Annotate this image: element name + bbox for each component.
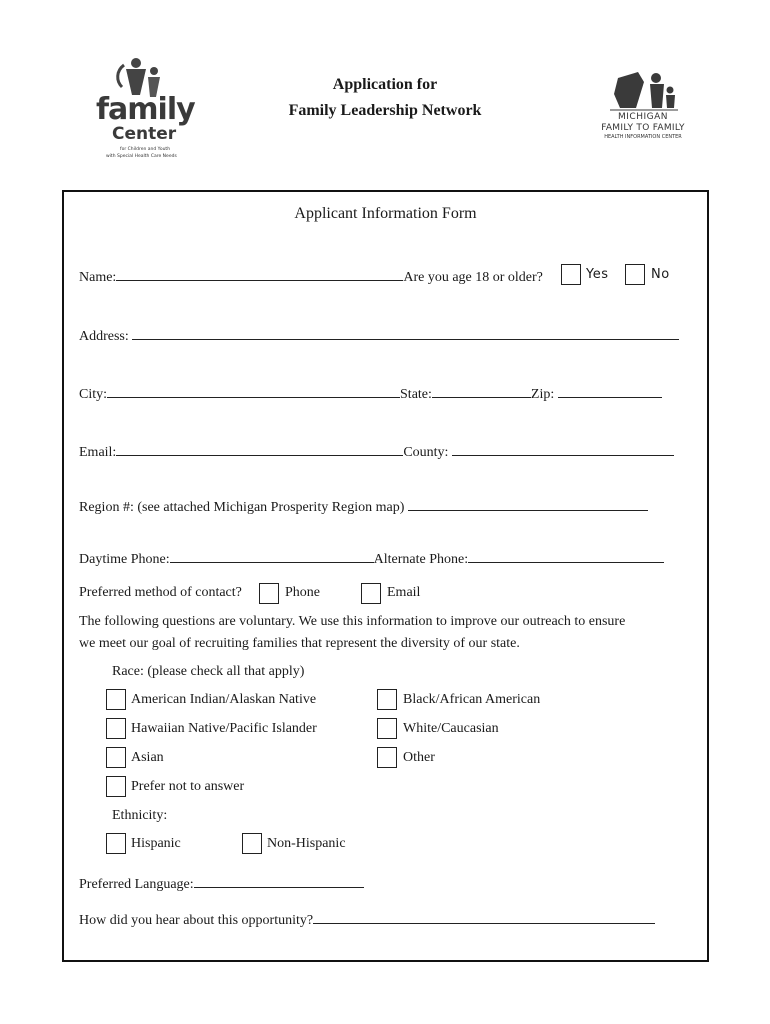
race-american-indian-label: American Indian/Alaskan Native bbox=[131, 692, 317, 707]
city-row bbox=[79, 383, 662, 403]
michigan-logo-line1: MICHIGAN bbox=[618, 112, 668, 122]
contact-phone-checkbox[interactable] bbox=[259, 583, 279, 604]
region-label: Region #: (see attached Michigan Prosperity Region map) bbox=[79, 500, 405, 515]
contact-label: Preferred method of contact? bbox=[79, 585, 242, 600]
alternate-phone-field[interactable] bbox=[468, 548, 664, 563]
application-title: Application for bbox=[332, 76, 438, 93]
family-center-tagline-1: for Children and Youth bbox=[120, 147, 171, 152]
hear-row bbox=[79, 909, 655, 929]
michigan-family-logo-icon bbox=[608, 68, 680, 112]
family-center-tagline-2: with Special Health Care Needs bbox=[106, 154, 177, 159]
age-question: Are you age 18 or older? bbox=[403, 270, 543, 285]
language-row bbox=[79, 873, 364, 893]
michigan-logo-line3: HEALTH INFORMATION CENTER bbox=[604, 134, 682, 140]
age-no-label: No bbox=[651, 267, 670, 282]
ethnicity-non-hispanic-checkbox[interactable] bbox=[242, 833, 262, 854]
race-other-checkbox[interactable] bbox=[377, 747, 397, 768]
email-row bbox=[79, 441, 674, 461]
family-center-subword: Center bbox=[112, 124, 177, 144]
race-hawaiian-checkbox[interactable] bbox=[106, 718, 126, 739]
michigan-logo-line2: FAMILY TO FAMILY bbox=[601, 123, 685, 133]
ethnicity-non-hispanic-label: Non-Hispanic bbox=[267, 836, 346, 851]
race-black-checkbox[interactable] bbox=[377, 689, 397, 710]
program-title: Family Leadership Network bbox=[288, 102, 482, 119]
age-yes-label: Yes bbox=[586, 267, 609, 282]
address-row bbox=[79, 325, 679, 345]
race-black-label: Black/African American bbox=[403, 692, 541, 707]
language-label: Preferred Language: bbox=[79, 877, 194, 892]
age-no-checkbox[interactable] bbox=[625, 264, 645, 285]
race-prefer-not-checkbox[interactable] bbox=[106, 776, 126, 797]
region-row bbox=[79, 496, 648, 516]
region-field[interactable] bbox=[408, 496, 648, 511]
contact-email-checkbox[interactable] bbox=[361, 583, 381, 604]
state-label: State: bbox=[400, 387, 432, 402]
daytime-phone-field[interactable] bbox=[170, 548, 374, 563]
name-label: Name: bbox=[79, 270, 117, 285]
voluntary-text-line1: The following questions are voluntary. We use this information to improve our outreach to ensure bbox=[79, 614, 626, 629]
zip-field[interactable] bbox=[558, 383, 662, 398]
voluntary-text-line2: we meet our goal of recruiting families that represent the diversity of our state. bbox=[79, 636, 520, 651]
age-yes-checkbox[interactable] bbox=[561, 264, 581, 285]
address-field[interactable] bbox=[132, 325, 679, 340]
contact-phone-label: Phone bbox=[285, 585, 320, 600]
ethnicity-hispanic-checkbox[interactable] bbox=[106, 833, 126, 854]
race-american-indian-checkbox[interactable] bbox=[106, 689, 126, 710]
race-white-checkbox[interactable] bbox=[377, 718, 397, 739]
name-row bbox=[79, 266, 543, 286]
email-label: Email: bbox=[79, 445, 117, 460]
race-label: Race: (please check all that apply) bbox=[112, 664, 305, 679]
hear-field[interactable] bbox=[313, 909, 655, 924]
family-center-wordmark: family bbox=[96, 92, 195, 127]
race-other-label: Other bbox=[403, 750, 435, 765]
ethnicity-hispanic-label: Hispanic bbox=[131, 836, 181, 851]
race-asian-checkbox[interactable] bbox=[106, 747, 126, 768]
phone-row bbox=[79, 548, 664, 568]
race-white-label: White/Caucasian bbox=[403, 721, 499, 736]
county-label: County: bbox=[403, 445, 449, 460]
hear-label: How did you hear about this opportunity? bbox=[79, 913, 314, 928]
race-asian-label: Asian bbox=[131, 750, 164, 765]
form-title: Applicant Information Form bbox=[294, 205, 477, 222]
language-field[interactable] bbox=[194, 873, 364, 888]
name-field[interactable] bbox=[116, 266, 403, 281]
alternate-phone-label: Alternate Phone: bbox=[373, 552, 469, 567]
race-prefer-not-label: Prefer not to answer bbox=[131, 779, 245, 794]
race-hawaiian-label: Hawaiian Native/Pacific Islander bbox=[131, 721, 317, 736]
contact-email-label: Email bbox=[387, 585, 421, 600]
county-field[interactable] bbox=[452, 441, 674, 456]
address-label: Address: bbox=[79, 329, 129, 344]
state-field[interactable] bbox=[432, 383, 531, 398]
zip-label: Zip: bbox=[530, 387, 555, 402]
email-field[interactable] bbox=[116, 441, 403, 456]
city-field[interactable] bbox=[107, 383, 400, 398]
daytime-phone-label: Daytime Phone: bbox=[79, 552, 170, 567]
city-label: City: bbox=[79, 387, 108, 402]
ethnicity-label: Ethnicity: bbox=[112, 808, 168, 823]
